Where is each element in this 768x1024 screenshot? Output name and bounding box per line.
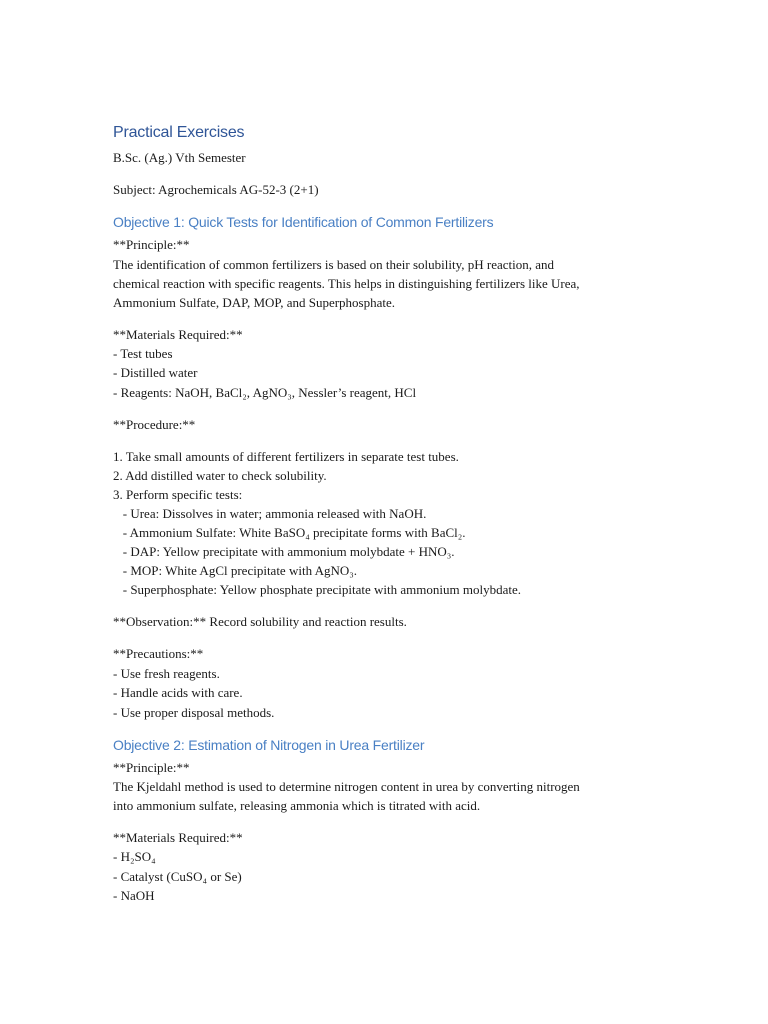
objective-2-principle-line: The Kjeldahl method is used to determine nitrogen content in urea by converting nitrogen [113,779,580,794]
objective-2-heading: Objective 2: Estimation of Nitrogen in Urea Fertilizer [113,737,425,753]
objective-1-precautions-label: **Precautions:** [113,646,204,661]
objective-2-material-item: - H₂SO₄ [113,849,156,864]
objective-2-material-item: - NaOH [113,888,155,903]
document-title: Practical Exercises [113,124,245,141]
objective-2-material-item: - Catalyst (CuSO₄ or Se) [113,869,242,884]
objective-1-material-item: - Distilled water [113,365,198,380]
objective-1-materials-label: **Materials Required:** [113,327,243,342]
objective-1-procedure-step: - Superphosphate: Yellow phosphate precipitate with ammonium molybdate. [113,582,521,597]
objective-1-observation: **Observation:** Record solubility and reaction results. [113,614,407,629]
objective-1-material-item: - Test tubes [113,346,173,361]
semester-line: B.Sc. (Ag.) Vth Semester [113,150,246,165]
objective-1-procedure-step: - MOP: White AgCl precipitate with AgNO₃. [113,563,358,578]
subject-line: Subject: Agrochemicals AG-52-3 (2+1) [113,182,319,197]
objective-1-procedure-step: 3. Perform specific tests: [113,487,243,502]
objective-1-precaution-item: - Use proper disposal methods. [113,705,275,720]
objective-1-procedure-step: - DAP: Yellow precipitate with ammonium molybdate + HNO₃. [113,544,455,559]
objective-2-principle-label: **Principle:** [113,760,190,775]
objective-1-precaution-item: - Use fresh reagents. [113,666,220,681]
objective-1-principle-line: The identification of common fertilizers is based on their solubility, pH reaction, and [113,257,555,272]
objective-1-material-item: - Reagents: NaOH, BaCl₂, AgNO₃, Nessler’s reagent, HCl [113,385,417,400]
objective-1-principle-label: **Principle:** [113,237,190,252]
objective-1-principle-line: chemical reaction with specific reagents. This helps in distinguishing fertilizers like Urea, [113,276,580,291]
objective-1-principle-line: Ammonium Sulfate, DAP, MOP, and Superphosphate. [113,295,396,310]
objective-2-materials-label: **Materials Required:** [113,830,243,845]
objective-1-heading: Objective 1: Quick Tests for Identification of Common Fertilizers [113,214,494,230]
objective-1-procedure-step: 1. Take small amounts of different fertilizers in separate test tubes. [113,449,459,464]
document-page [113,0,673,1024]
objective-1-procedure-step: - Urea: Dissolves in water; ammonia released with NaOH. [113,506,427,521]
objective-1-procedure-label: **Procedure:** [113,417,196,432]
objective-1-procedure-step: 2. Add distilled water to check solubility. [113,468,327,483]
objective-1-precaution-item: - Handle acids with care. [113,685,243,700]
objective-2-principle-line: into ammonium sulfate, releasing ammonia which is titrated with acid. [113,798,481,813]
objective-1-procedure-step: - Ammonium Sulfate: White BaSO₄ precipitate forms with BaCl₂. [113,525,466,540]
